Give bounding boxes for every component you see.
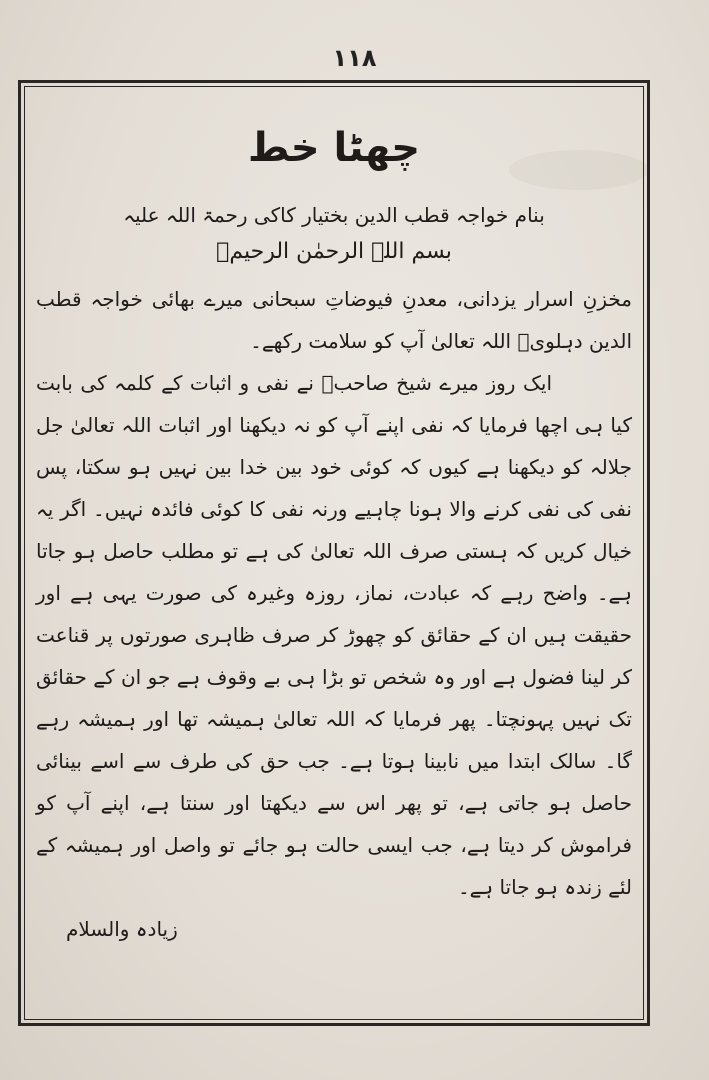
letter-title: چھٹا خط [247, 125, 421, 171]
body-paragraph: ایک روز میرے شیخ صاحبؒ نے نفی و اثبات کے کلمہ کی بابت کیا ہی اچھا فرمایا کہ نفی اپنے آپ کو نہ دیکھنا اور اثبات اللہ تعالیٰ جل جلالہ کو دیکھنا ہے کیوں کہ کوئی خود بین خدا بین نہیں ہو سکتا، پس نفی کی نفی کرنے والا ہونا چاہیے ورنہ نفی کا کوئی فائدہ نہیں۔ اگر یہ خیال کریں کہ ہستی صرف اللہ تعالیٰ کی ہے تو مطلب حاصل ہو جاتا ہے۔ واضح رہے کہ عبادت، نماز، روزہ وغیرہ کی صورت یہی ہے اور حقیقت ہیں ان کے حقائق کو چھوڑ کر صرف ظاہری صورتوں پر قناعت کر لینا فضول ہے اور وہ شخص تو بڑا ہی بے وقوف ہے جو ان کے حقائق تک نہیں پہونچتا۔ پھر فرمایا کہ اللہ تعالیٰ ہمیشہ تھا اور ہمیشہ رہے گا۔ سالک ابتدا میں نابینا ہوتا ہے۔ جب حق کی طرف سے اسے بینائی حاصل ہو جاتی ہے، تو پھر اس سے دیکھتا اور سنتا ہے، اپنے آپ کو فراموش کر دیتا ہے، جب ایسی حالت ہو جائے تو واصل اور ہمیشہ کے لئے زندہ ہو جاتا ہے۔ [36, 371, 632, 899]
letter-content [36, 118, 632, 950]
letter-addressee: بنام خواجہ قطب الدین بختیار کاکی رحمۃ اللہ علیہ [123, 203, 545, 227]
letter-closing: زیادہ والسلام [66, 917, 178, 941]
salutation-paragraph: مخزنِ اسرار یزدانی، معدنِ فیوضاتِ سبحانی میرے بھائی خواجہ قطب الدین دہلویؒ اللہ تعالیٰ آپ کو سلامت رکھے۔ [36, 287, 632, 353]
page-number: ١١٨ [332, 44, 377, 72]
bismillah-heading: بسم اللہ الرحمٰن الرحیمؒ [216, 239, 452, 264]
